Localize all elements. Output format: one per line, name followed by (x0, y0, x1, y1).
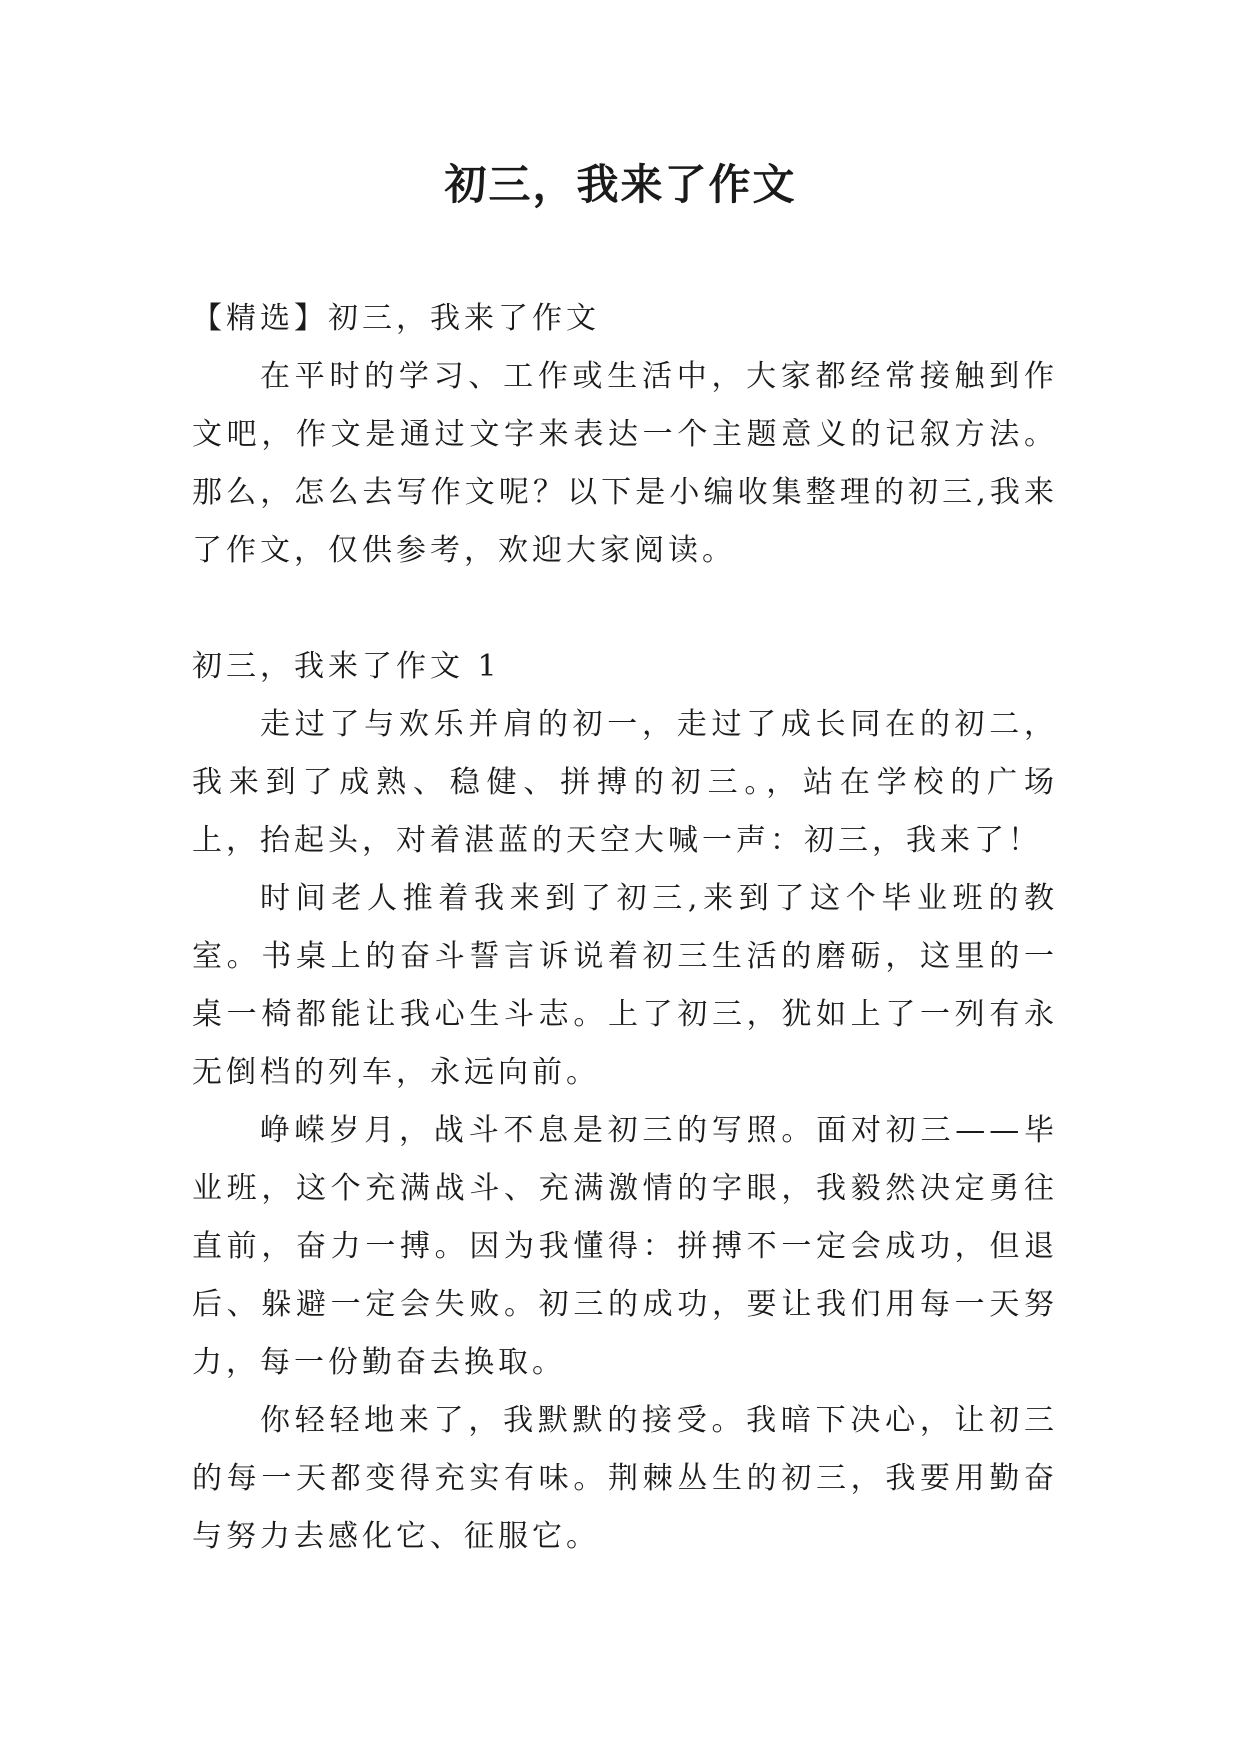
essay-paragraph-1: 走过了与欢乐并肩的初一，走过了成长同在的初二，我来到了成熟、稳健、拼搏的初三。，站在学校的广场上，抬起头，对着湛蓝的天空大喊一声：初三，我来了！ (192, 707, 1058, 858)
essay-paragraph-2: 时间老人推着我来到了初三,来到了这个毕业班的教室。书桌上的奋斗誓言诉说着初三生活的磨砺，这里的一桌一椅都能让我心生斗志。上了初三，犹如上了一列有永无倒档的列车，永远向前。 (192, 881, 1058, 1090)
document-body (192, 290, 1058, 1566)
intro-heading: 【精选】初三，我来了作文 (192, 301, 600, 336)
essay-paragraph-3: 峥嵘岁月，战斗不息是初三的写照。面对初三——毕业班，这个充满战斗、充满激情的字眼，我毅然决定勇往直前，奋力一搏。因为我懂得：拼搏不一定会成功，但退后、躲避一定会失败。初三的成功，要让我们用每一天努力，每一份勤奋去换取。 (192, 1113, 1058, 1380)
section-spacer (192, 580, 1058, 638)
intro-paragraph: 在平时的学习、工作或生活中，大家都经常接触到作文吧，作文是通过文字来表达一个主题意义的记叙方法。那么，怎么去写作文呢？以下是小编收集整理的初三,我来了作文，仅供参考，欢迎大家阅读。 (192, 359, 1058, 568)
document-title: 初三，我来了作文 (444, 160, 797, 209)
essay-paragraph-4: 你轻轻地来了，我默默的接受。我暗下决心，让初三的每一天都变得充实有味。荆棘丛生的初三，我要用勤奋与努力去感化它、征服它。 (192, 1403, 1058, 1554)
essay-heading: 初三，我来了作文 1 (192, 649, 501, 684)
